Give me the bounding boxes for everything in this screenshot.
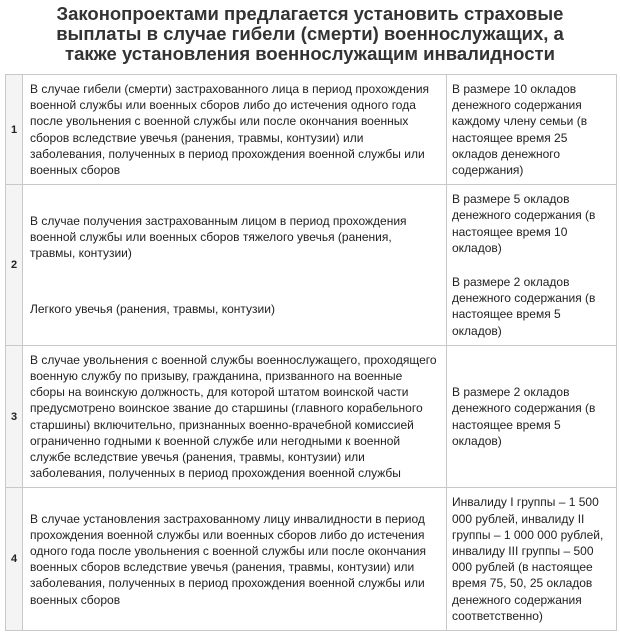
payment-amount-light: В размере 2 окладов денежного содержания (в настоящее время 5 окладов)	[452, 275, 596, 338]
table-row	[6, 185, 617, 346]
payment-amount: В размере 2 окладов денежного содержания (в настоящее время 5 окладов)	[447, 345, 617, 488]
row-number: 1	[6, 75, 23, 185]
case-description: В случае установления застрахованному лицу инвалидности в период прохождения военной службы или военных сборов либо до истечения одного года после увольнения с военной службы или после окончания военных сборов вследствие увечья (ранения, травмы, контузии) или заболевания, полученных в период прохождения военной службы или военных сборов	[23, 488, 447, 631]
case-description: В случае гибели (смерти) застрахованного лица в период прохождения военной службы или военных сборов либо до истечения одного года после увольнения с военной службы или после окончания военных сборов вследствие увечья (ранения, травмы, контузии) или заболевания, полученных в период прохождения военной службы или военных сборов	[23, 75, 447, 185]
spacer	[30, 261, 440, 301]
payment-amount	[447, 185, 617, 346]
case-description	[23, 185, 447, 346]
title-line-1: Законопроектами предлагается установить страховые	[56, 3, 564, 24]
row-number: 4	[6, 488, 23, 631]
spacer	[452, 256, 610, 274]
payment-amount: Инвалиду I группы – 1 500 000 рублей, инвалиду II группы – 1 000 000 рублей, инвалиду III группы – 500 000 рублей (в настоящее время 75, 50, 25 окладов денежного содержания соответственно)	[447, 488, 617, 631]
payment-amount-severe: В размере 5 окладов денежного содержания (в настоящее время 10 окладов)	[452, 192, 596, 255]
title-line-3: также установления военнослужащим инвалидности	[65, 43, 555, 64]
case-description-severe: В случае получения застрахованным лицом в период прохождения военной службы или военных сборов тяжелого увечья (ранения, травмы, контузии)	[30, 213, 407, 261]
title-line-2: выплаты в случае гибели (смерти) военнослужащих, а	[56, 23, 564, 44]
case-description-light: Легкого увечья (ранения, травмы, контузии)	[30, 302, 275, 317]
row-number: 2	[6, 185, 23, 346]
case-description: В случае увольнения с военной службы военнослужащего, проходящего военную службу по призыву, гражданина, призванного на военные сборы на воинскую должность, для которой штатом воинской части предусмотрено воинское звание до старшины (главного корабельного старшины) включительно, признанных военно-врачебной комиссией ограниченно годными к военной службе или негодными к военной службе вследствие увечья (ранения, травмы, контузии) или заболевания, полученных в период прохождения военной службы	[23, 345, 447, 488]
payments-table	[5, 74, 617, 631]
table-row	[6, 488, 617, 631]
page-title	[0, 4, 620, 64]
payment-amount: В размере 10 окладов денежного содержания каждому члену семьи (в настоящее время 25 окладов денежного содержания)	[447, 75, 617, 185]
table-row	[6, 345, 617, 488]
row-number: 3	[6, 345, 23, 488]
table-row	[6, 75, 617, 185]
